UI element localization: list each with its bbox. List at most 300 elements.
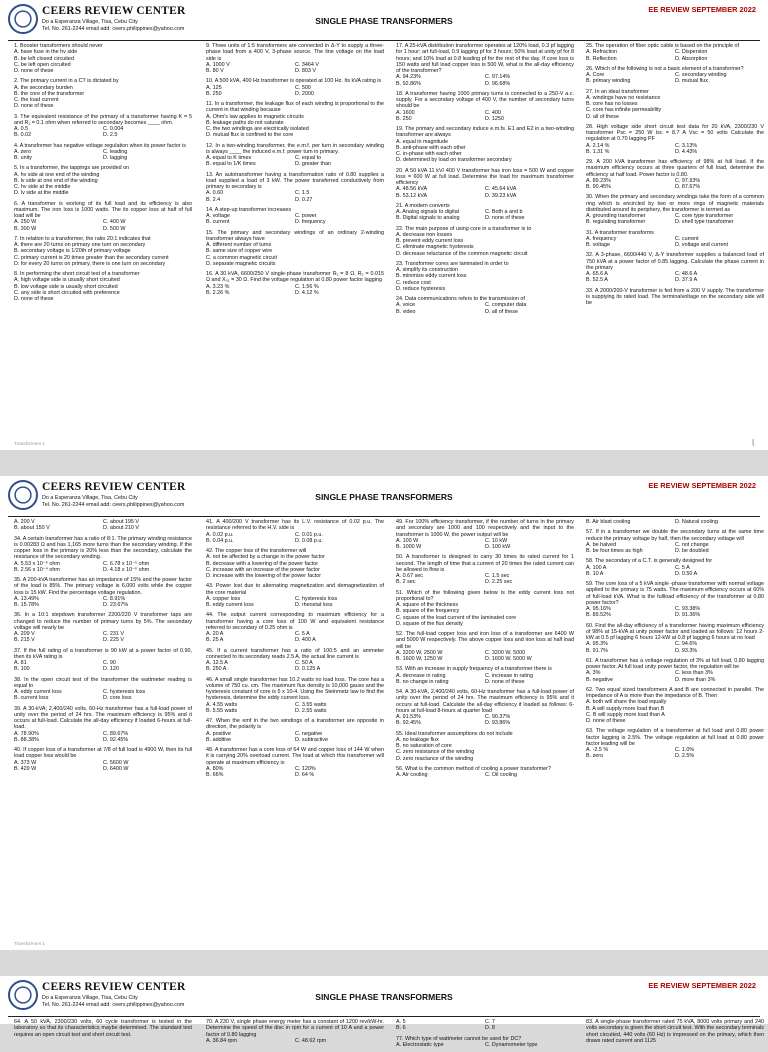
answer-choice: C. 48.62 rpm [295, 1037, 327, 1044]
answer-choice: B. secondary voltage is 1/20th of primary voltage [14, 248, 131, 255]
answer-choice: A. Analog signals to digital [396, 209, 459, 215]
org-name: CEERS REVIEW CENTER [42, 5, 186, 17]
question-stem: 58. The secondary of a C.T. is generally designed for [586, 558, 713, 565]
answer-choice: B. 53.12 kVA [396, 192, 428, 199]
answer-choice: A. 80% [206, 765, 224, 772]
question-stem: 38. In the open circuit test of the transformer the wattmeter reading is equal to [14, 676, 192, 689]
question-item [14, 43, 192, 74]
answer-choice: B. same size of copper wire [206, 248, 273, 255]
answer-choice: B. 100 [14, 666, 30, 673]
question-stem: 28. High voltage side short circuit test data for 20 kVA, 2300/230 V transformer Psc = 250 W Isc = 8.7 A Vsc = 50 volts Calculate the regulation at 0.70 lagging PF [586, 123, 764, 143]
answer-choice: D. 100 kW [485, 544, 511, 550]
answer-choice: C. zero resistance of the winding [396, 749, 475, 756]
answer-choice: C. 400 [485, 109, 501, 116]
column-4 [586, 519, 764, 764]
answer-choices [206, 85, 384, 98]
question-stem: 59. The core loss of a 5 kVA single -phase transformer with normal voltage applied to the primary is 75 watts. The maximum efficiency occurs at 60% of full-load kVA. What is the fullload efficiency of the transformer at 0.80 power factor? [586, 581, 764, 606]
question-stem: 49. For 100% efficiency transformer, if the number of turns in the primary and secondary are 1000 and 100 respectively and the input to the transformer is 1000 W, the power output will be [396, 519, 574, 538]
answer-choice: A. 3.23 % [206, 283, 230, 290]
answer-choice: D. 8 [485, 1025, 495, 1032]
answer-choice: D. none of these [485, 678, 525, 685]
answer-choice: C. not change [675, 541, 709, 548]
answer-choice: D. 1250 [485, 115, 504, 122]
question-stem: 19. The primary and secondary induce e.m.fs. E1 and E2 in a two-winding transformer are always [396, 126, 574, 139]
answer-choices [396, 772, 574, 778]
question-stem: 56. What is the common method of cooling a power transformer? [396, 765, 551, 772]
answer-choices [14, 660, 192, 673]
question-stem: 14. A step-up transformer increases [206, 206, 292, 213]
answer-choices [206, 702, 384, 715]
answer-choice: D. 0.125 A [295, 666, 321, 673]
column-3 [396, 43, 574, 319]
answer-choice: D. 4.12 % [295, 289, 319, 296]
question-item [586, 728, 764, 759]
answer-choices [586, 72, 764, 85]
question-item [586, 194, 764, 225]
answer-choice: B. 0.02 [14, 132, 32, 139]
column-2 [206, 43, 384, 300]
answer-choice: A. 95.3% [586, 641, 608, 648]
answer-choice: C. hysteresis loss [295, 595, 338, 602]
answer-choice: D. lagging [103, 155, 128, 161]
question-stem: 60. Find the all-day efficiency of a transformer having maximum efficiency of 98% at 15-kVA at unity power factor and loaded as follows: 12 hours 2-kW at 0.5 pf lagging 6 hours 12-kW at 0.8 pf lagging 6 hours at no load [586, 622, 764, 641]
answer-choice: A. decrease iron losses [396, 231, 453, 238]
answer-choice: D. increase with the lowering of the power factor [206, 573, 322, 579]
answer-choice: D. 803 V [295, 68, 316, 74]
answer-choice: C. B will supply more load than A [586, 711, 665, 718]
answer-choice: A. 2.14 % [586, 142, 610, 149]
question-item [396, 91, 574, 122]
question-item [14, 577, 192, 608]
answer-choice: A. different number of turns [206, 242, 272, 248]
answer-choice: D. square of the flux density [396, 620, 463, 627]
answer-choice: C. Both a and b [485, 209, 523, 215]
question-stem: 61. A transformer has a voltage regulation of 3% at full load, 0.80 lagging power factor. At full load unity power factor, the regulation will be [586, 657, 764, 670]
answer-choice: D. 500 W [103, 225, 126, 232]
answer-choices [396, 538, 574, 551]
column-2 [206, 519, 384, 782]
question-item [396, 731, 574, 762]
answer-choice: A. 89.23% [586, 177, 611, 184]
question-item [14, 201, 192, 232]
answer-choice: B. equal to 1/K times [206, 161, 256, 168]
question-item [396, 689, 574, 727]
answer-choice: C. core type transformer [675, 213, 734, 219]
answer-choice: D. 2.5% [675, 753, 695, 760]
question-stem: 6. A transformer is working of its full load and its efficiency is also maximum. The iron loss is 1000 watts. The its copper loss at half of full load will be [14, 200, 192, 219]
answer-choice: D. subtractive [295, 736, 328, 743]
org-contact: Tel. No. 261-2244 email add: ceers.philippines@yahoo.com [42, 1002, 185, 1008]
answer-choice: A. grounding transformer [586, 213, 646, 219]
answer-choice: B. 300 W [14, 225, 37, 232]
answer-choices [206, 596, 384, 609]
question-item [206, 677, 384, 715]
question-stem: 10. A 500 kVA, 400 Hz transformer is operated at 100 Hz. Its kVA rating is [206, 78, 382, 85]
answer-choice: C. 6.78 x 10⁻⁵ ohm [103, 560, 150, 567]
answer-choice: D. about 210 V [103, 525, 139, 532]
answer-choices [206, 242, 384, 267]
answer-choice: A. 250 W [14, 219, 37, 226]
question-item [586, 519, 764, 525]
question-stem: 40. If copper loss of a transformer at 7/8 of full load is 4900 W, then its full load copper loss would be [14, 747, 192, 760]
answer-choice: C. 5 A [675, 564, 690, 571]
answer-choice: B. negative [586, 676, 613, 683]
answer-choices [586, 236, 764, 249]
answer-choice: C. 400 W [103, 219, 126, 226]
question-item [586, 658, 764, 683]
answer-choice: D. 0.27 [295, 196, 313, 203]
answer-choices [396, 139, 574, 164]
answer-choice: B. core has no losses [586, 101, 638, 107]
answer-choice: C. primary current is 20 times greater than the secondary current [14, 254, 169, 261]
question-item [586, 581, 764, 619]
question-item [586, 89, 764, 120]
answer-choice: A. hv side at one end of the winding [14, 171, 100, 178]
answer-choice: C. 0.01 p.u. [295, 531, 323, 538]
answer-choices [586, 213, 764, 226]
answer-choice: B. voltage [586, 242, 610, 248]
question-item [586, 43, 764, 62]
question-stem: 17. A 25-kVA distribution transformer operates at 120% load, 0.3 pf lagging for 1 hour; art full-load, 0.9 lagging pf for 3 hours; 50% load at unity pf for 8 hours; and 10% load at 0.8 leading pf for the rest of the day. If core loss is 150 watts and full load copper loss is 500 W, what is the all-day efficiency of the transformer? [396, 43, 574, 74]
answer-choices [14, 760, 192, 773]
answer-choice: C. 120% [295, 765, 316, 772]
answer-choice: B. about 150 V [14, 525, 50, 532]
answer-choice: A. 5 [396, 1019, 406, 1025]
question-item [396, 203, 574, 222]
answer-choice: C. the two windings are electrically isolated [206, 126, 309, 132]
question-item [14, 747, 192, 772]
answer-choice: A. 78.90% [14, 730, 39, 737]
answer-choices [206, 1038, 384, 1044]
question-stem: 52. The full-load copper loss and iron loss of a transformer are 6400 W and 5000 W respectively. The above copper loss and iron loss at half load will be [396, 631, 574, 650]
question-stem: 8. In performing the short circuit test of a transformer [14, 271, 140, 277]
answer-choice: B. 2 sec [396, 579, 416, 586]
column-3 [396, 519, 574, 782]
page-header [0, 976, 768, 1016]
question-item [586, 288, 764, 307]
question-item [206, 718, 384, 743]
answer-choice: D. all of these [485, 308, 518, 315]
answer-choices [14, 519, 192, 532]
answer-choice: D. 2.25 sec [485, 579, 513, 586]
question-item [586, 124, 764, 155]
answer-choice: C. 94.6% [675, 641, 698, 648]
answer-choices [396, 209, 574, 222]
answer-choice: B. leakage paths do not saturate [206, 119, 284, 126]
answer-choice: D. reduce hysteresis [396, 285, 446, 292]
answer-choice: D. 120 [103, 666, 119, 673]
question-item [14, 165, 192, 196]
answer-choice: C. Dispersion [675, 49, 708, 56]
answer-choice: A. Refraction [586, 49, 618, 56]
answer-choice: C. 500 [295, 84, 311, 91]
answer-choice: B. eddy current loss [206, 602, 254, 608]
answer-choice: C. 1.5 sec [485, 573, 510, 579]
answer-choice: B. 89.52% [586, 612, 611, 619]
answer-choices [586, 641, 764, 654]
question-stem: 45. If a current transformer has a ratio of 100:5 and an ammeter connected to its secondary reads 2.5 A, the actual line current is [206, 647, 384, 660]
answer-choices [206, 190, 384, 203]
question-item [586, 623, 764, 654]
question-stem: 36. In a 10:1 stepdown transformer 2200/220 V transformer taps are changed to reduce the number of primary turns by 5%. The secondary voltage will nearly be [14, 612, 192, 631]
answer-choice: D. 37.9 A [675, 277, 698, 284]
answer-choice: D. lv side at the middle [14, 190, 69, 197]
header-divider [8, 1016, 760, 1017]
answer-choice: B. current [206, 219, 230, 226]
answer-choice: D. separate magnetic circuits [206, 260, 276, 267]
answer-choice: D. all of these [586, 113, 619, 120]
question-item [14, 536, 192, 574]
answer-choice: A. 5.53 x 10⁻⁵ ohm [14, 560, 60, 567]
answer-choice: D. decrease reluctance of the common magnetic circuit [396, 250, 528, 257]
question-item [206, 648, 384, 673]
answer-choice: A. 1000 V [206, 61, 230, 68]
question-stem: 12. In a two-winding transformer, the e.m.f. per turn in secondary winding is always ____ the induced e.m.f. power turn in primary. [206, 142, 384, 155]
question-stem: 51. Which of the following given below is the eddy current loss not proportional to? [396, 589, 574, 602]
question-stem: 3. The equivalent resistance of the primary of a transformer having K = 5 and R₁ = 0.1 ohm when referred to secondary becomes ____ ohm. [14, 113, 192, 126]
answer-choices [396, 573, 574, 586]
answer-choice: C. increase with an increase of the power factor [206, 566, 320, 573]
answer-choice: A. 0.02 p.u. [206, 531, 234, 538]
question-item [14, 271, 192, 302]
column-1 [14, 43, 192, 306]
answer-choices [396, 714, 574, 727]
answer-choices [14, 277, 192, 302]
question-stem: 35. A 200-kVA transformer has an impedance of 15% and the power factor of the load is 85%. The primary voltage is 6,000 volts while the copper loss is 15 kW. Find the percentage voltage regulation. [14, 577, 192, 596]
answer-choice: A. Electrostatic type [396, 1041, 444, 1048]
org-contact: Tel. No. 261-2244 email add: ceers.philippines@yahoo.com [42, 502, 185, 508]
answer-choice: C. any side is short circuited with preference [14, 289, 120, 296]
answer-choice: D. 4.18 x 10⁻⁶ ohm [103, 566, 150, 573]
answer-choice: C. 3464 V [295, 61, 319, 68]
question-stem: 20. A 50 kVA 11 kV/ 400 V transformer has iron loss = 500 W and copper loss = 600 W at full load. Determine the load for maximum transformer efficiency [396, 167, 574, 186]
answer-choice: C. hysteresis loss [103, 689, 146, 695]
answer-choice: A. -2.5 % [586, 747, 609, 753]
answer-choice: A. high voltage side is usually short circuited [14, 277, 120, 284]
answer-choice: D. 2000 [295, 90, 314, 97]
answer-choice: D. more than 3% [675, 676, 716, 683]
answer-choices [586, 95, 764, 120]
answer-choice: D. 93.3% [675, 647, 698, 654]
answer-choice: D. 87.67% [675, 184, 701, 190]
question-stem: 83. A single-phase transformer rated 75 kVA, 8000 volts primary and 240 volts secondary is given the short circuit test. With the secondary terminals short circuited, 440 volts (60 Hz) is impressed on the primary, which then draws rated current and 1125 [586, 1019, 764, 1044]
answer-choice: A. 1600 [396, 109, 415, 116]
answer-choice: B. 2.56 x 10⁻⁴ ohm [14, 566, 60, 573]
answer-choice: D. 400 A [295, 637, 316, 644]
answer-choices [586, 670, 764, 683]
answer-choices [586, 747, 764, 760]
question-stem: 1. Booster transformers should never [14, 43, 103, 49]
org-address: Do a Esperanza Village, Tisa, Cebu City [42, 995, 138, 1001]
question-stem: 47. When the emf in the two windings of a transformer are opposite in direction, the polarity is [206, 718, 384, 731]
question-item [206, 271, 384, 296]
answer-choice: A. there are 20 turns on primary one turn on secondary [14, 242, 146, 248]
answer-choice: D. for every 20 turns on primary, there is one turn on secondary [14, 260, 166, 267]
answer-choice: D. 6400 W [103, 765, 129, 772]
answer-choice: B. 90.45% [586, 184, 611, 190]
answer-choices [206, 114, 384, 139]
answer-choice: C. Oil cooling [485, 772, 518, 778]
question-item [396, 766, 574, 779]
question-item [586, 230, 764, 249]
answer-choice: A. have fuse in the hv side [14, 49, 78, 56]
answer-choice: A. 12.5 A [206, 660, 228, 666]
answer-choices [14, 49, 192, 74]
answer-choice: B. additive [206, 736, 232, 743]
answer-choice: B. decrease with a lowering of the power factor [206, 560, 319, 567]
answer-choice: D. 0.50 A [675, 570, 698, 577]
question-item [206, 43, 384, 74]
answer-choice: A. 20 A [206, 631, 224, 637]
question-stem: 63. The voltage regulation of a transformer at full load and 0.80 power factor lagging is 2.5%. The voltage regulation at full load at 0.80 power factor leading will be [586, 728, 764, 747]
answer-choice: D. 4.43% [675, 148, 698, 155]
answer-choice: B. lv side at one end of the winding [14, 177, 98, 184]
answer-choice: A. 125 [206, 84, 222, 91]
org-address: Do a Esperanza Village, Tisa, Cebu City [42, 19, 138, 25]
answer-choice: D. Natural cooling [675, 519, 718, 525]
answer-choice: C. 93.38% [675, 606, 701, 612]
question-stem: 21. A modern converts [396, 202, 450, 209]
answer-choice: D. greater than [295, 161, 331, 168]
answer-choice: B. 88.38% [14, 736, 39, 743]
question-item [206, 612, 384, 643]
answer-choice: A. 48.56 kVA [396, 186, 428, 193]
answer-choice: D. 2.55 watts [295, 707, 327, 714]
question-stem: 15. The primary and secondary windings of an ordinary 2-winding transformer always have [206, 229, 384, 242]
answer-choice: D. core loss [103, 695, 132, 702]
answer-choice: D. 64 % [295, 772, 315, 778]
answer-choice: B. 91.7% [586, 647, 608, 654]
question-stem: 25. The operation of fiber optic cable is based on the principle of [586, 43, 740, 49]
question-stem: 23. Transformer cores are laminated in order to [396, 260, 509, 267]
question-stem: 7. In relation to a transformer, the ratio 20:1 indicates that [14, 235, 151, 242]
answer-choice: A. 94.23% [396, 74, 421, 81]
answer-choice: A. the secondary burden [14, 84, 73, 91]
answer-choice: D. 23.67% [103, 602, 129, 608]
answer-choices [206, 660, 384, 673]
question-stem: 39. A 30-kVA; 2,400/240 volts, 60-Hz transformer has a full-load power of unity over the period of 24 hrs. The maximum efficiency is 95% and it occurs at full-load. Calculate the all-day efficiency if loaded 6-hours at full-load. [14, 705, 192, 731]
answer-choice: D. 2.5 [103, 132, 118, 139]
page-header [0, 0, 768, 40]
question-item [396, 126, 574, 164]
answer-choice: C. the load current [14, 97, 59, 103]
answer-choice: B. 2.26 % [206, 289, 230, 296]
question-item [586, 159, 764, 190]
answer-choice: D. rheostat loss [295, 602, 333, 608]
answer-choice: B. 10 A [586, 570, 604, 577]
answer-choices [586, 519, 764, 525]
answer-choice: C. 231 V [103, 631, 124, 637]
question-item [586, 687, 764, 725]
answer-choice: B. 6 [396, 1025, 406, 1032]
answer-choice: A. 209 V [14, 631, 35, 637]
question-item [14, 236, 192, 267]
answer-choices [14, 172, 192, 197]
answer-choice: D. frequency [295, 219, 326, 226]
answer-choice: C. eliminate magnetic hysteresis [396, 244, 474, 251]
answer-choices [396, 650, 574, 663]
answer-choice: C. 89.67% [103, 730, 129, 737]
question-stem: 13. An autotransformer having a transformation ratio of 0.80 supplies a load supplied a load of 3 kW. The power transferred conductively from primary to secondary is [206, 171, 384, 190]
question-item [14, 519, 192, 532]
column-1 [14, 519, 192, 776]
answer-choice: C. 50 A [295, 660, 313, 666]
answer-choices [14, 85, 192, 110]
answer-choices [586, 271, 764, 284]
column-1 [14, 1019, 192, 1042]
question-item [206, 519, 384, 544]
answer-choice: B. unity [14, 155, 32, 161]
answer-choice: D. zero reactance of the winding [396, 755, 474, 762]
question-item [206, 747, 384, 778]
answer-choice: B. Air blast cooling [586, 519, 631, 525]
column-4 [586, 1019, 764, 1048]
answer-choice: B. 250 [206, 90, 222, 97]
answer-choice: C. 10 kW [485, 537, 508, 544]
answer-choice: C. secondary winding [675, 72, 727, 78]
answer-choices [14, 596, 192, 609]
answer-choice: A. copper loss [206, 595, 241, 602]
answer-choice: A. 373 W [14, 759, 37, 766]
question-item [396, 296, 574, 315]
answer-choice: C. current [675, 235, 699, 242]
answer-choice: C. 8.91% [103, 595, 126, 602]
review-label: EE REVIEW SEPTEMBER 2022 [648, 481, 756, 490]
answer-choice: A. equal in magnitude [396, 138, 449, 145]
question-stem: 57. If in a transformer we double the secondary turns at the same time reduce the primary voltage by half, then the secondary voltage will [586, 529, 764, 542]
answer-choices [14, 242, 192, 267]
answer-choice: A. 65.6 A [586, 271, 608, 277]
question-item [14, 1019, 192, 1038]
column-4 [586, 43, 764, 310]
answer-choice: A. zero [14, 148, 32, 155]
answer-choice: D. none of these [586, 718, 626, 724]
question-item [396, 226, 574, 257]
question-stem: 29. A 200 kVA transformer has efficiency of 98% at full load. If the maximum efficiency occurs at three quarters of full load, determine the efficiency at half load. Power factor is 0.80. [586, 159, 764, 178]
answer-choice: A. positive [206, 730, 231, 737]
question-item [586, 1019, 764, 1044]
answer-choice: B. regulating transformer [586, 219, 646, 226]
question-stem: 5. In a transformer, the tappings are provided on [14, 165, 130, 172]
answer-choice: B. 66% [206, 772, 224, 778]
question-stem: 26. Which of the following is not a basic element of a transformer? [586, 65, 744, 72]
question-stem: 46. A small single transformer has 10.2 watts no load loss. The core has a volume of 750 cu. cm. The maximum flux density is 10,000 gauss and the hysteresis constant of core is 5 x 10-4. Using the Steinmetz law to find the hysteresis, determine the eddy current loss. [206, 676, 384, 702]
document-page-3 [0, 976, 768, 1048]
question-item [396, 261, 574, 292]
answer-choice: D. none of these [14, 103, 54, 110]
answer-choice: B. anti-phase with each other [396, 144, 466, 151]
answer-choice: B. the core of the transformer [14, 90, 85, 97]
answer-choices [14, 126, 192, 139]
answer-choice: D. voltage and current [675, 242, 729, 248]
answer-choice: B. 80 V [206, 68, 224, 74]
answer-choice: B. 92.86% [396, 80, 421, 87]
question-stem: 77. Which type of wattmeter cannot be used for DC? [396, 1035, 522, 1042]
answer-choice: C. 3200 W, 5000 [485, 649, 526, 656]
answer-choice: C. 48.6 A [675, 271, 698, 277]
answer-choices [14, 689, 192, 702]
answer-choice: A. voice [396, 302, 416, 309]
answer-choice: B. A will supply more load than B [586, 705, 665, 712]
answer-choices [396, 602, 574, 627]
answer-choice: B. 1000 W [396, 544, 422, 550]
answer-choice: B. low voltage side is usually short circuited [14, 283, 118, 290]
question-stem: 11. In a transformer, the leakage flux of each winding is proportional to the current in that winding because [206, 101, 384, 114]
answer-choices [14, 731, 192, 744]
answer-choices [206, 155, 384, 168]
question-stem: 37. If the full rating of a transformer is 90 kW at a power factor of 0.90, then its kVA rating is [14, 647, 192, 660]
answer-choice: C. 45.64 kVA [485, 186, 517, 193]
